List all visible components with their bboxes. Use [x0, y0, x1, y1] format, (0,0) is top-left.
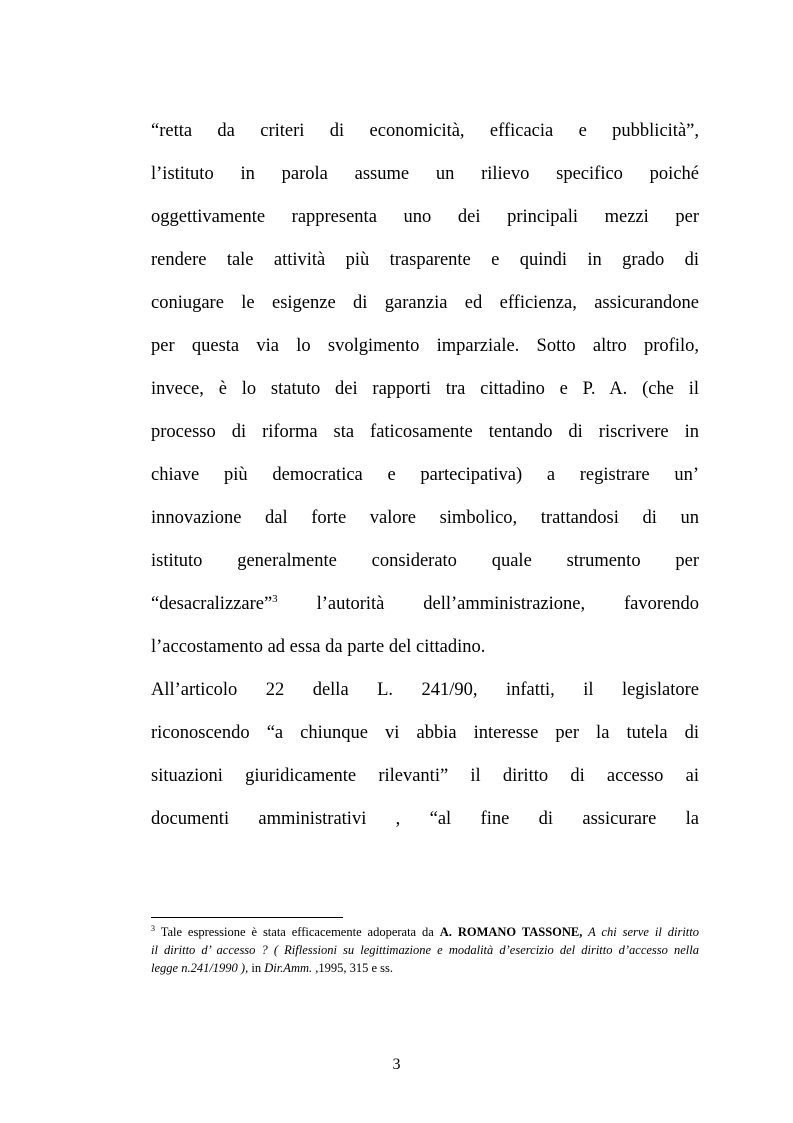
text-line: documenti amministrativi , “al fine di assicurare la	[151, 809, 699, 829]
footnote-line	[151, 941, 699, 959]
text-line: istituto generalmente considerato quale strumento per	[151, 551, 699, 571]
text-fragment: “desacralizzare”	[151, 594, 273, 614]
text-line: situazioni giuridicamente rilevanti” il diritto di accesso ai	[151, 766, 699, 786]
footnote-title: A chi serve il diritto	[582, 925, 699, 939]
footnote-line	[151, 959, 699, 977]
footnote	[151, 923, 699, 977]
footnote-line	[151, 923, 699, 941]
footnote-number: 3	[151, 924, 155, 933]
text-line: riconoscendo “a chiunque vi abbia interesse per la tutela di	[151, 723, 699, 743]
text-line: chiave più democratica e partecipativa) a registrare un’	[151, 465, 699, 485]
text-line: invece, è lo statuto dei rapporti tra cittadino e P. A. (che il	[151, 379, 699, 399]
text-line: “retta da criteri di economicità, efficacia e pubblicità”,	[151, 121, 699, 141]
footnote-author: A. ROMANO TASSONE,	[439, 925, 583, 939]
page-number: 3	[392, 1056, 401, 1073]
text-line: coniugare le esigenze di garanzia ed efficienza, assicurandone	[151, 293, 699, 313]
text-line: processo di riforma sta faticosamente tentando di riscrivere in	[151, 422, 699, 442]
text-line: per questa via lo svolgimento imparziale. Sotto altro profilo,	[151, 336, 699, 356]
footnote-text: in	[248, 961, 265, 975]
text-line-with-footnote-ref	[151, 583, 699, 626]
footnote-citation: ,1995, 315 e ss.	[312, 961, 394, 975]
footnote-intro: Tale espressione è stata efficacemente adoperata da	[155, 925, 440, 939]
text-line: All’articolo 22 della L. 241/90, infatti, il legislatore	[151, 680, 699, 700]
footnote-journal: Dir.Amm.	[264, 961, 313, 975]
body-text	[151, 110, 699, 841]
text-line-paragraph-end: l’accostamento ad essa da parte del cittadino.	[151, 637, 486, 657]
footnote-title: il diritto d’ accesso ? ( Riflessioni su legittimazione e modalità d’esercizio del diritto d’accesso nella	[151, 943, 699, 957]
text-fragment: l’autorità dell’amministrazione, favorendo	[277, 594, 699, 614]
text-line: l’istituto in parola assume un rilievo specifico poiché	[151, 164, 699, 184]
footnote-title: legge n.241/1990 ),	[151, 961, 249, 975]
text-line: innovazione dal forte valore simbolico, trattandosi di un	[151, 508, 699, 528]
footnote-reference[interactable]: 3	[272, 593, 278, 605]
footnote-separator	[151, 917, 343, 918]
text-line: oggettivamente rappresenta uno dei principali mezzi per	[151, 207, 699, 227]
text-line: rendere tale attività più trasparente e quindi in grado di	[151, 250, 699, 270]
